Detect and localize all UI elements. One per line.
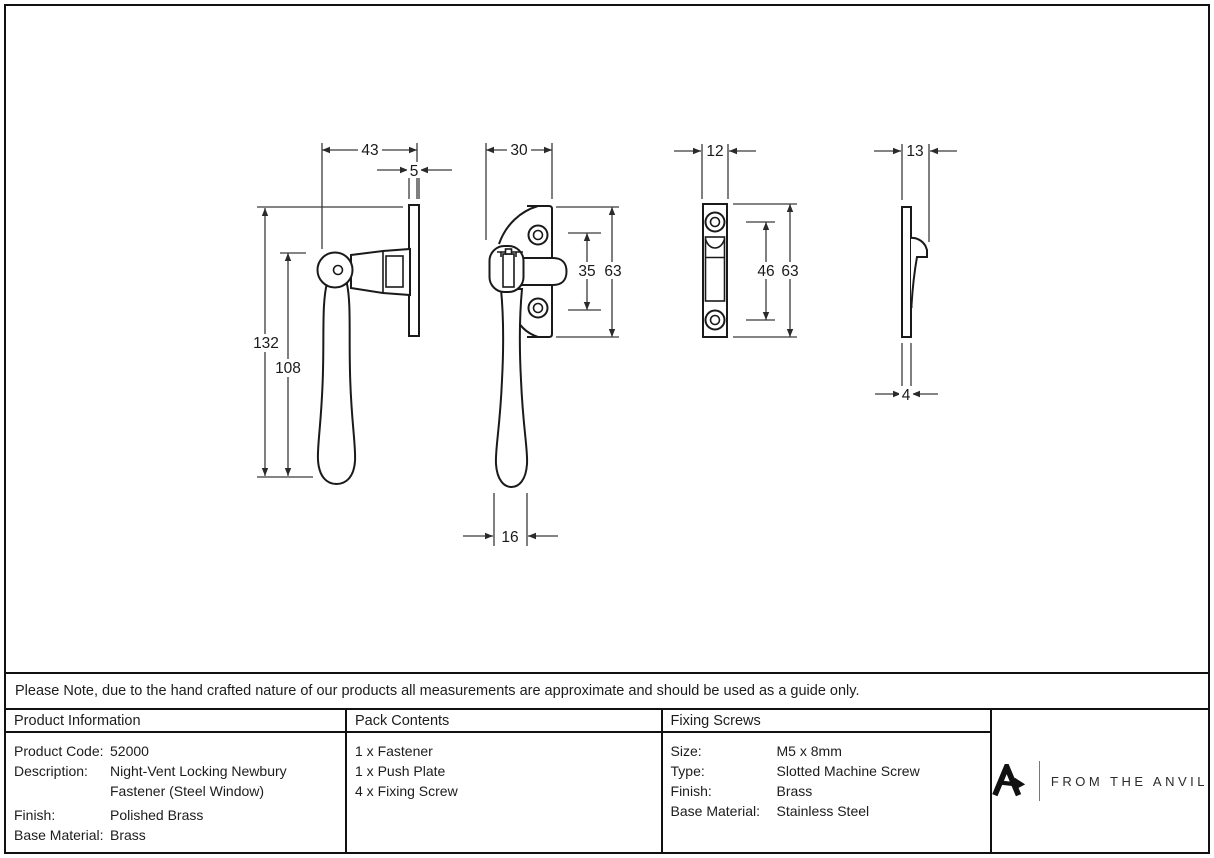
screw-base-material-label: Base Material: <box>670 803 760 819</box>
fastener-lock-slot <box>503 254 514 287</box>
fixing-screws-column <box>661 710 990 852</box>
from-the-anvil-logo <box>992 761 1208 801</box>
fastener-nose <box>520 258 567 285</box>
screw-hole <box>529 299 548 318</box>
fastener-pivot-knuckle <box>318 253 353 288</box>
table-row <box>671 761 990 781</box>
pack-contents-column <box>345 710 661 852</box>
finish-label: Finish: <box>14 807 56 823</box>
view2-dimensions <box>463 141 625 546</box>
measurement-note <box>6 672 1208 708</box>
pack-contents-header: Pack Contents <box>347 710 661 733</box>
push-plate-recess <box>706 237 725 301</box>
list-item: 1 x Push Plate <box>355 763 446 779</box>
view3-dimensions <box>674 142 802 337</box>
base-material-label: Base Material: <box>14 827 104 843</box>
product-information-column <box>6 710 345 852</box>
product-information-body <box>6 733 345 852</box>
base-material-value: Brass <box>110 827 146 843</box>
dim-push-plate-depth: 13 <box>906 143 924 160</box>
screw-finish-value: Brass <box>776 783 813 799</box>
fastener-lock-slot-notch <box>506 249 512 254</box>
list-item: 4 x Fixing Screw <box>355 783 458 799</box>
finish-value: Polished Brass <box>110 807 204 823</box>
product-code-label: Product Code: <box>14 743 104 759</box>
view-fastener-side <box>249 141 452 484</box>
view-fastener-front <box>463 141 625 546</box>
table-row <box>14 761 345 801</box>
table-row <box>671 781 990 801</box>
dim-fastener-handle-tip-width: 16 <box>501 529 519 546</box>
table-row <box>14 741 345 761</box>
dim-fastener-projection: 43 <box>361 142 379 159</box>
fastener-neck-collar <box>386 256 403 287</box>
screw-hole <box>706 311 725 330</box>
view-push-plate-front <box>674 142 802 337</box>
table-row <box>14 805 345 825</box>
fastener-handle-side <box>318 283 355 484</box>
brand-cell <box>990 710 1208 852</box>
dim-fastener-total-height: 132 <box>253 335 279 352</box>
dim-fastener-width: 30 <box>510 142 528 159</box>
dim-push-plate-width: 12 <box>706 143 724 160</box>
brand-name: FROM THE ANVIL <box>1050 773 1208 789</box>
screw-type-value: Slotted Machine Screw <box>776 763 920 779</box>
fixing-screws-body <box>663 733 990 852</box>
spec-sheet <box>4 4 1210 854</box>
screw-hole <box>529 226 548 245</box>
dim-push-plate-height: 63 <box>781 263 799 280</box>
dim-fastener-plate-thickness: 5 <box>409 163 419 180</box>
from-the-anvil-logo-icon <box>992 764 1028 798</box>
logo-divider <box>1039 761 1040 801</box>
dim-push-plate-screw-centres: 46 <box>757 263 775 280</box>
list-item: 1 x Fastener <box>355 743 433 759</box>
measurement-note-text: Please Note, due to the hand crafted nature of our products all measurements are approximate and should be used as a guide only. <box>15 683 860 699</box>
pack-contents-body <box>347 733 661 852</box>
table-row <box>671 741 990 761</box>
screw-hole <box>706 213 725 232</box>
dim-fastener-plate-height: 63 <box>604 263 622 280</box>
push-plate-wedge <box>911 238 927 307</box>
product-information-header: Product Information <box>6 710 345 733</box>
table-row <box>14 825 345 845</box>
description-value: Night-Vent Locking Newbury Fastener (Steel Window) <box>110 763 287 799</box>
dim-fastener-handle-length: 108 <box>275 360 301 377</box>
dim-push-plate-thickness: 4 <box>901 387 911 404</box>
screw-size-value: M5 x 8mm <box>776 743 842 759</box>
spec-table <box>6 708 1208 852</box>
fastener-handle-front <box>496 289 527 487</box>
screw-size-label: Size: <box>670 743 702 759</box>
view-push-plate-side <box>874 142 957 404</box>
screw-type-label: Type: <box>670 763 705 779</box>
table-row <box>671 801 990 821</box>
description-label: Description: <box>14 763 88 779</box>
push-plate-detent <box>706 239 725 248</box>
screw-finish-label: Finish: <box>670 783 712 799</box>
push-plate-edge <box>902 207 911 337</box>
technical-drawing <box>6 6 1208 672</box>
fixing-screws-header: Fixing Screws <box>663 710 990 733</box>
dim-fastener-screw-centres: 35 <box>578 263 596 280</box>
technical-drawing-area <box>6 6 1208 672</box>
product-code-value: 52000 <box>110 743 149 759</box>
screw-base-material-value: Stainless Steel <box>776 803 870 819</box>
